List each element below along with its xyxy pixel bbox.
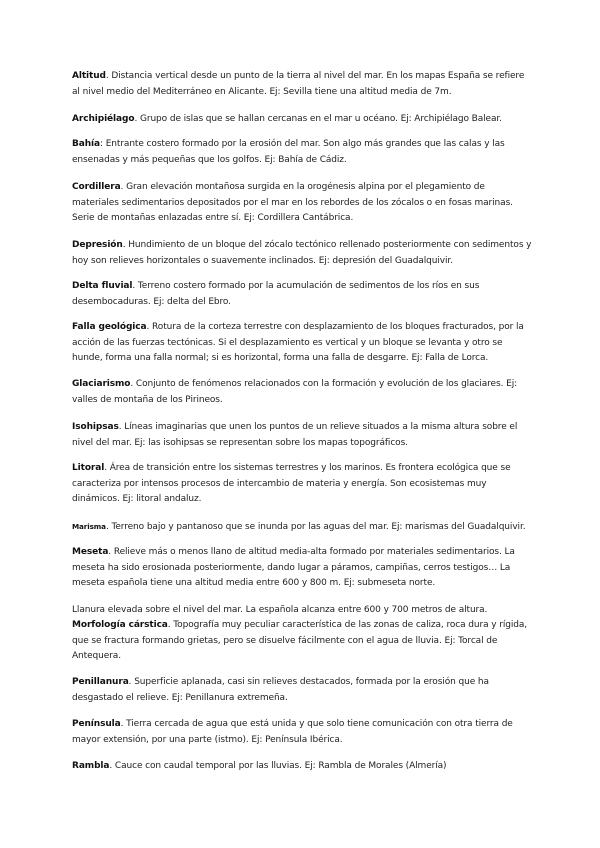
entry-term: Depresión (72, 240, 123, 250)
entry-term: Delta fluvial (72, 281, 133, 291)
entry-definition: . Topografía muy peculiar característica de las zonas de caliza, roca dura y rígida, que se fractura formando grietas, pero se disuelve fácilmente con el agua de lluvia. Ej: Torcal de Antequera. (72, 620, 528, 662)
entry-definition: . Área de transición entre los sistemas terrestres y los marinos. Es frontera ecológica que se caracteriza por intensos procesos de intercambio de materia y energía. Son ecosistemas muy dinámicos. Ej: litoral andaluz. (72, 463, 511, 505)
entry-definition: . Gran elevación montañosa surgida en la orogénesis alpina por el plegamiento de materiales sedimentarios depositados por el mar en los rebordes de los zócalos o en fosas marinas. Serie de montañas enlazadas entre sí. Ej: Cordillera Cantábrica. (72, 182, 513, 224)
entry-peninsula (72, 717, 532, 748)
entry-definition: . Superficie aplanada, casi sin relieves destacados, formada por la erosión que ha desgastado el relieve. Ej: Penillanura extremeña. (72, 677, 489, 703)
entry-glaciarismo (72, 377, 532, 408)
entry-term: Litoral (72, 463, 105, 473)
entry-term: Falla geológica (72, 322, 147, 332)
entry-definition: : Entrante costero formado por la erosión del mar. Son algo más grandes que las calas y las ensenadas y más pequeñas que los golfos. Ej: Bahía de Cádiz. (72, 139, 505, 165)
entry-definition: . Cauce con caudal temporal por las lluvias. Ej: Rambla de Morales (Almería) (109, 761, 447, 771)
entry-bahia (72, 137, 532, 168)
entry-archipielago (72, 112, 532, 128)
entry-definition: . Tierra cercada de agua que está unida y que solo tiene comunicación con otra tierra de mayor extensión, por una parte (istmo). Ej: Península Ibérica. (72, 719, 513, 745)
entry-definition: . Terreno bajo y pantanoso que se inunda por las aguas del mar. Ej: marismas del Guadalquivir. (105, 522, 526, 532)
entry-marisma (72, 519, 532, 536)
entry-term: Morfología cárstica (72, 620, 168, 630)
entry-definition: . Líneas imaginarias que unen los puntos de un relieve situados a la misma altura sobre el nivel del mar. Ej: las isohipsas se representan sobre los mapas topográficos. (72, 422, 518, 448)
entry-definition: . Rotura de la corteza terrestre con desplazamiento de los bloques fracturados, por la acción de las fuerzas tectónicas. Si el desplazamiento es vertical y un bloque se levanta y otro se hunde, forma una falla normal; si es horizontal, forma una falla de desgarre. Ej: Falla de Lorca. (72, 322, 524, 364)
entry-rambla (72, 759, 532, 775)
entry-delta-fluvial (72, 279, 532, 310)
entry-term: Altitud (72, 71, 106, 81)
entry-term: Rambla (72, 761, 110, 771)
entry-meseta (72, 545, 532, 592)
entry-definition: . Conjunto de fenómenos relacionados con la formación y evolución de los glaciares. Ej: valles de montaña de los Pirineos. (72, 379, 518, 405)
entry-definition: . Terreno costero formado por la acumulación de sedimentos de los ríos en sus desembocaduras. Ej: delta del Ebro. (72, 281, 480, 307)
entry-isohipsas (72, 420, 532, 451)
entry-term: Marisma (72, 522, 106, 531)
entry-falla-geologica (72, 320, 532, 367)
entry-cordillera (72, 180, 532, 227)
entry-llanura-note (72, 603, 532, 619)
entry-term: Isohipsas (72, 422, 119, 432)
entry-term: Bahía (72, 139, 100, 149)
entry-morfologia-carstica (72, 618, 532, 665)
entry-definition: . Grupo de islas que se hallan cercanas en el mar u océano. Ej: Archipiélago Balear. (134, 114, 502, 124)
entry-altitud (72, 69, 532, 100)
entry-term: Meseta (72, 547, 109, 557)
entry-term: Glaciarismo (72, 379, 131, 389)
entry-litoral (72, 461, 532, 508)
entry-term: Archipiélago (72, 114, 135, 124)
entry-definition: Llanura elevada sobre el nivel del mar. La española alcanza entre 600 y 700 metros de altura. (72, 605, 488, 615)
entry-definition: . Relieve más o menos llano de altitud media-alta formado por materiales sedimentarios. La meseta ha sido erosionada posteriormente, dando lugar a páramos, campiñas, cerros testigos… La meseta española tiene una altitud media entre 600 y 800 m. Ej: submeseta norte. (72, 547, 515, 589)
entry-depresion (72, 238, 532, 269)
entry-definition: . Hundimiento de un bloque del zócalo tectónico rellenado posteriormente con sedimentos y hoy son relieves horizontales o suavemente inclinados. Ej: depresión del Guadalquivir. (72, 240, 532, 266)
entry-definition: . Distancia vertical desde un punto de la tierra al nivel del mar. En los mapas España se refiere al nivel medio del Mediterráneo en Alicante. Ej: Sevilla tiene una altitud media de 7m. (72, 71, 525, 97)
entry-term: Cordillera (72, 182, 121, 192)
entry-term: Península (72, 719, 121, 729)
entry-penillanura (72, 675, 532, 706)
entry-term: Penillanura (72, 677, 129, 687)
